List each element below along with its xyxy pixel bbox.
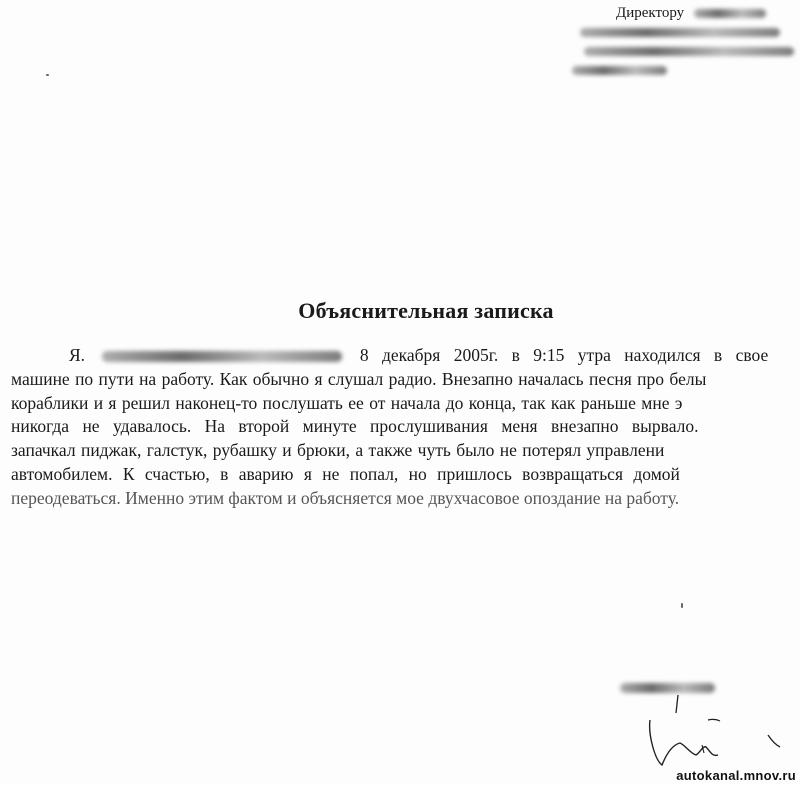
redacted-organization bbox=[580, 28, 780, 37]
body-line: машине по пути на работу. Как обычно я слушал радио. Внезапно началась песня про белы bbox=[11, 368, 707, 389]
body-line: автомобилем. К счастью, в аварию я не попал, но пришлось возвращаться домой bbox=[11, 463, 680, 484]
addressee-line-org-2 bbox=[570, 42, 800, 61]
redacted-employee-name bbox=[102, 351, 342, 362]
document-body bbox=[11, 344, 800, 511]
addressee-title: Директору bbox=[616, 5, 685, 21]
addressee-line-title bbox=[570, 4, 800, 23]
addressee-line-org-1 bbox=[570, 23, 800, 42]
addressee-block bbox=[570, 4, 800, 80]
body-line: кораблики и я решил наконец-то послушать ее от начала до конца, так как раньше мне э bbox=[11, 392, 683, 413]
site-watermark: autokanal.mnov.ru bbox=[676, 768, 796, 783]
signature-area bbox=[600, 595, 800, 785]
handwritten-signature-icon bbox=[600, 595, 800, 785]
body-line-rest: 8 декабря 2005г. в 9:15 утра находился в свое bbox=[359, 345, 769, 365]
body-line bbox=[11, 344, 800, 368]
scan-speck bbox=[46, 74, 49, 76]
redacted-sender bbox=[572, 66, 667, 75]
body-line: запачкал пиджак, галстук, рубашку и брюки, а также чуть было не потерял управлени bbox=[11, 440, 665, 461]
addressee-line-sender bbox=[570, 61, 800, 80]
document-heading: Объяснительная записка bbox=[298, 298, 554, 323]
body-line-start: Я. bbox=[69, 345, 86, 365]
redacted-director-name bbox=[694, 9, 766, 18]
body-line: переодеваться. Именно этим фактом и объясняется мое двухчасовое опоздание на работу. bbox=[11, 487, 680, 508]
redacted-organization bbox=[584, 47, 794, 56]
body-line: никогда не удавалось. На второй минуте прослушивания меня внезапно вырвало. bbox=[11, 416, 699, 437]
